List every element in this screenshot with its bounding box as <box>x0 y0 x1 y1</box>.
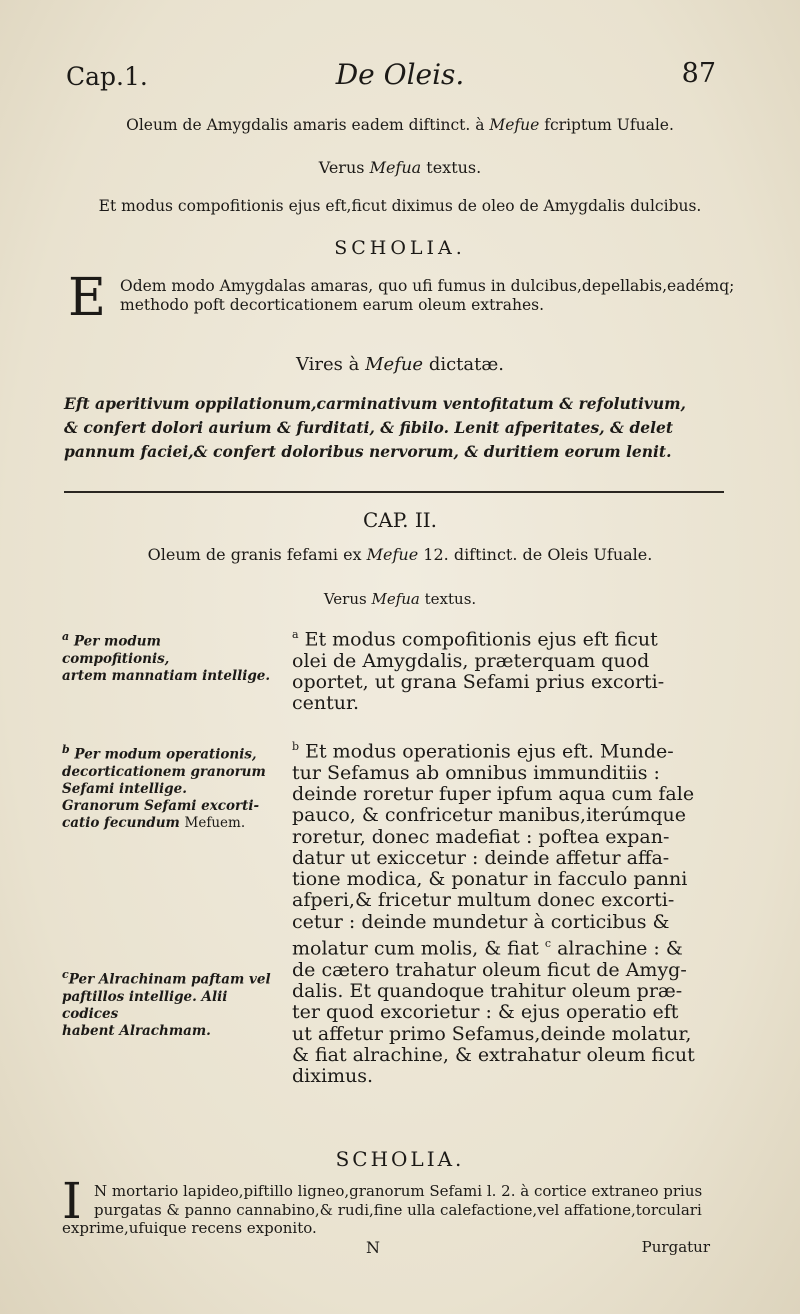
note-text: Per modum operationis, <box>74 746 257 763</box>
vires-heading <box>0 354 800 375</box>
scholia-line: purgatas & panno cannabino,& rudi,fine ulla calefactione,vel affatione,torculari <box>94 1200 702 1219</box>
note-mark: a <box>292 628 299 641</box>
scholia-heading: SCHOLIA. <box>334 237 466 259</box>
note-text: Per Alrachinam paftam vel <box>68 971 271 988</box>
text-line: olei de Amygdalis, præterquam quod <box>292 649 650 672</box>
verus-text: Verus <box>323 590 372 608</box>
catchword: Purgatur <box>641 1238 710 1256</box>
note-line: artem mannatiam intellige. <box>62 667 271 684</box>
note-line: habent Alrachmam. <box>62 1022 211 1039</box>
virtues-line: Eft aperitivum oppilationum,carminativum ventofitatum & refolutivum, <box>64 394 686 413</box>
note-line: Granorum Sefami excorti- <box>62 797 260 814</box>
text-line: diximus. <box>292 1065 374 1088</box>
text-line <box>292 624 732 651</box>
text-line: ter quod excorietur : & ejus operatio eft <box>292 1001 679 1024</box>
note-line: Sefami intellige. <box>62 780 187 797</box>
scholia-line: exprime,ufuique recens exponito. <box>62 1219 317 1237</box>
note-mark: b <box>62 743 70 756</box>
scholia-heading: SCHOLIA. <box>335 1147 465 1171</box>
text-line: & fiat alrachine, & extrahatur oleum ficut <box>292 1043 695 1066</box>
drop-capital: E <box>68 268 106 328</box>
vires-text: Vires à <box>295 354 366 375</box>
opening-line-text: Oleum de Amygdalis amaris eadem diftinct. à <box>126 116 490 134</box>
note-mark: c <box>544 937 552 950</box>
text-line: centur. <box>292 692 360 715</box>
note-line: paftillos intellige. Alii codices <box>62 988 228 1022</box>
note-line <box>62 741 272 764</box>
note-text: Mefuem. <box>184 814 246 831</box>
chapter-subtitle <box>0 545 800 564</box>
text-line-content: alrachine : & <box>551 937 683 960</box>
note-text: Per modum compofitionis, <box>62 633 170 667</box>
author-name: Mefue <box>489 116 540 134</box>
text-line: datur ut exiccetur : deinde affetur affa- <box>292 846 670 869</box>
verus-text: textus. <box>421 158 482 177</box>
opening-line-text: fcriptum Ufuale. <box>539 116 674 134</box>
verus-text: Verus <box>318 158 370 177</box>
scholia-line: Odem modo Amygdalas amaras, quo ufi fumus in dulcibus,depellabis,eadémq; <box>120 277 735 295</box>
text-line-content: Et modus compofitionis ejus eft ficut <box>304 628 658 651</box>
text-line <box>292 736 732 763</box>
text-line <box>292 933 732 960</box>
running-head-title: De Oleis. <box>335 58 465 91</box>
scholia-paragraph <box>62 1182 703 1238</box>
main-text-paragraph-b <box>292 736 732 1087</box>
text-line: afperi,& fricetur multum donec excorti- <box>292 889 675 912</box>
main-text-paragraph-a <box>292 624 732 715</box>
virtues-line: & confert dolori aurium & furditati, & fibilo. Lenit afperitates, & delet <box>64 418 674 437</box>
note-mark: c <box>62 968 69 981</box>
author-name: Mefue <box>365 354 424 375</box>
section-divider <box>64 491 724 493</box>
verus-text: textus. <box>419 590 477 608</box>
note-mark: a <box>62 630 70 643</box>
scholia-paragraph <box>120 277 734 315</box>
author-name: Mefua <box>371 590 420 608</box>
vires-text: dictatæ. <box>423 354 505 375</box>
text-line: tione modica, & ponatur in facculo panni <box>292 868 688 891</box>
opening-line <box>0 116 800 134</box>
text-line: oportet, ut grana Sefami prius excorti- <box>292 670 665 693</box>
chapter-heading: CAP. II. <box>362 508 438 532</box>
text-line-content: Et modus operationis ejus eft. Munde- <box>305 740 674 763</box>
running-head-chapter: Cap.1. <box>66 62 148 91</box>
page-number: 87 <box>681 58 716 89</box>
note-line: decorticationem granorum <box>62 763 266 780</box>
note-line <box>62 628 272 668</box>
note-line <box>62 966 272 989</box>
author-name: Mefue <box>366 545 419 564</box>
author-name: Mefua <box>369 158 422 177</box>
note-line <box>62 815 272 832</box>
text-line: dalis. Et quandoque trahitur oleum præ- <box>292 979 683 1002</box>
virtues-line: pannum faciei,& confert doloribus nervorum, & duritiem eorum lenit. <box>64 442 672 461</box>
margin-note-a <box>62 628 272 685</box>
subtitle-text: 12. diftinct. de Oleis Ufuale. <box>418 545 653 564</box>
text-line: deinde roretur fuper ipfum aqua cum fale <box>292 782 695 805</box>
note-mark: b <box>292 740 300 753</box>
text-line: roretur, donec madefiat : poftea expan- <box>292 825 670 848</box>
text-line: de cætero trahatur oleum ficut de Amyg- <box>292 958 687 981</box>
text-line: cetur : deinde mundetur à corticibus & <box>292 910 670 933</box>
text-line: ut affetur primo Sefamus,deinde molatur, <box>292 1022 692 1045</box>
text-line-content: molatur cum molis, & fiat <box>292 937 539 960</box>
margin-note-b <box>62 741 272 832</box>
drop-capital: I <box>62 1172 82 1230</box>
signature-mark: N <box>366 1238 380 1257</box>
text-line: pauco, & confricetur manibus,iterúmque <box>292 804 687 827</box>
verus-textus-line <box>0 590 800 608</box>
note-text: catio fecundum <box>62 814 180 831</box>
modus-line: Et modus compofitionis ejus eft,ficut diximus de oleo de Amygdalis dulcibus. <box>98 197 702 215</box>
verus-textus-line <box>0 158 800 177</box>
subtitle-text: Oleum de granis fefami ex <box>147 545 367 564</box>
scholia-line: methodo poft decorticationem earum oleum extrahes. <box>120 296 544 314</box>
scholia-line: N mortario lapideo,piftillo ligneo,granorum Sefami l. 2. à cortice extraneo prius <box>94 1182 703 1200</box>
margin-note-c <box>62 966 272 1040</box>
text-line: tur Sefamus ab omnibus immunditiis : <box>292 761 660 784</box>
